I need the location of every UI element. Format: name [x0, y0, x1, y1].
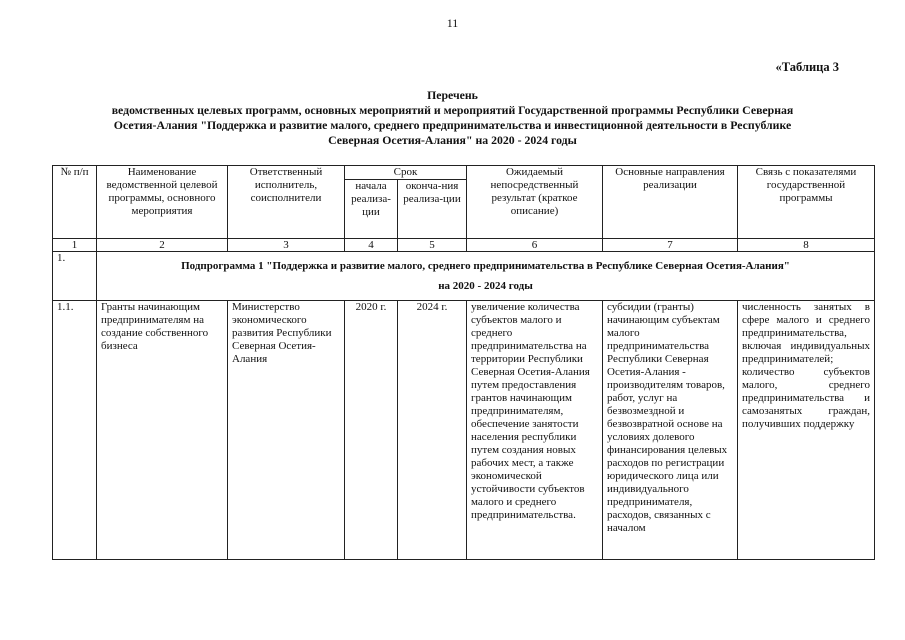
column-number-row	[53, 239, 875, 252]
header-row	[53, 166, 875, 180]
header-num: № п/п	[53, 166, 97, 239]
subprogram-title-line-2: на 2020 - 2024 годы	[438, 280, 533, 292]
column-number: 6	[467, 239, 603, 252]
column-number: 5	[398, 239, 467, 252]
header-term: Срок	[345, 166, 467, 180]
subprogram-num: 1.	[53, 252, 97, 301]
subprogram-title	[97, 252, 875, 301]
title-line-4: Северная Осетия-Алания" на 2020 - 2024 годы	[328, 133, 577, 147]
header-executor: Ответственный исполнитель, соисполнители	[228, 166, 345, 239]
measures-table	[52, 165, 875, 560]
header-term-start: начала реализа-ции	[345, 180, 398, 239]
row-name: Гранты начинающим предпринимателям на создание собственного бизнеса	[97, 301, 228, 560]
page-number: 11	[446, 16, 459, 30]
table-row	[53, 301, 875, 560]
title-line-1: Перечень	[427, 88, 478, 102]
header-link: Связь с показателями государственной программы	[738, 166, 875, 239]
row-result: увеличение количества субъектов малого и среднего предпринимательства на территории Республики Северная Осетия-Алания путем предоставления грантов начинающим предпринимателям, обеспечение занятости населения республики путем создания новых рабочих мест, а также экономической устойчивости субъектов малого и среднего предпринимательства.	[467, 301, 603, 560]
document-title	[60, 88, 845, 148]
column-number: 7	[603, 239, 738, 252]
column-number: 1	[53, 239, 97, 252]
column-number: 8	[738, 239, 875, 252]
column-number: 2	[97, 239, 228, 252]
table-label: «Таблица 3	[775, 60, 839, 74]
header-directions: Основные направления реализации	[603, 166, 738, 239]
row-directions: субсидии (гранты) начинающим субъектам малого предпринимательства Республики Северная Осетия-Алания - производителям товаров, работ, услуг на безвозмездной и безвозвратной основе на условиях долевого финансирования целевых расходов по регистрации юридического лица или индивидуального предпринимателя, расходов, связанных с началом	[603, 301, 738, 560]
header-result: Ожидаемый непосредственный результат (краткое описание)	[467, 166, 603, 239]
header-term-end: оконча-ния реализа-ции	[398, 180, 467, 239]
row-start: 2020 г.	[345, 301, 398, 560]
title-line-3: Осетия-Алания "Поддержка и развитие малого, среднего предпринимательства и инвестиционной деятельности в Республике	[113, 118, 792, 132]
row-link: численность занятых в сфере малого и среднего предпринимательства, включая индивидуальных предпринимателей; количество субъектов малого, среднего предпринимательства и самозанятых граждан, получивших поддержку	[738, 301, 875, 560]
title-line-2: ведомственных целевых программ, основных мероприятий и мероприятий Государственной программы Республики Северная	[111, 103, 794, 117]
row-num: 1.1.	[53, 301, 97, 560]
column-number: 3	[228, 239, 345, 252]
subprogram-title-line-1: Подпрограмма 1 "Поддержка и развитие малого, среднего предпринимательства в Республике Северная Осетия-Алания"	[181, 260, 790, 272]
subprogram-row	[53, 252, 875, 301]
column-number: 4	[345, 239, 398, 252]
row-end: 2024 г.	[398, 301, 467, 560]
row-executor: Министерство экономического развития Республики Северная Осетия-Алания	[228, 301, 345, 560]
measures-table-wrapper	[52, 165, 875, 560]
header-name: Наименование ведомственной целевой программы, основного мероприятия	[97, 166, 228, 239]
